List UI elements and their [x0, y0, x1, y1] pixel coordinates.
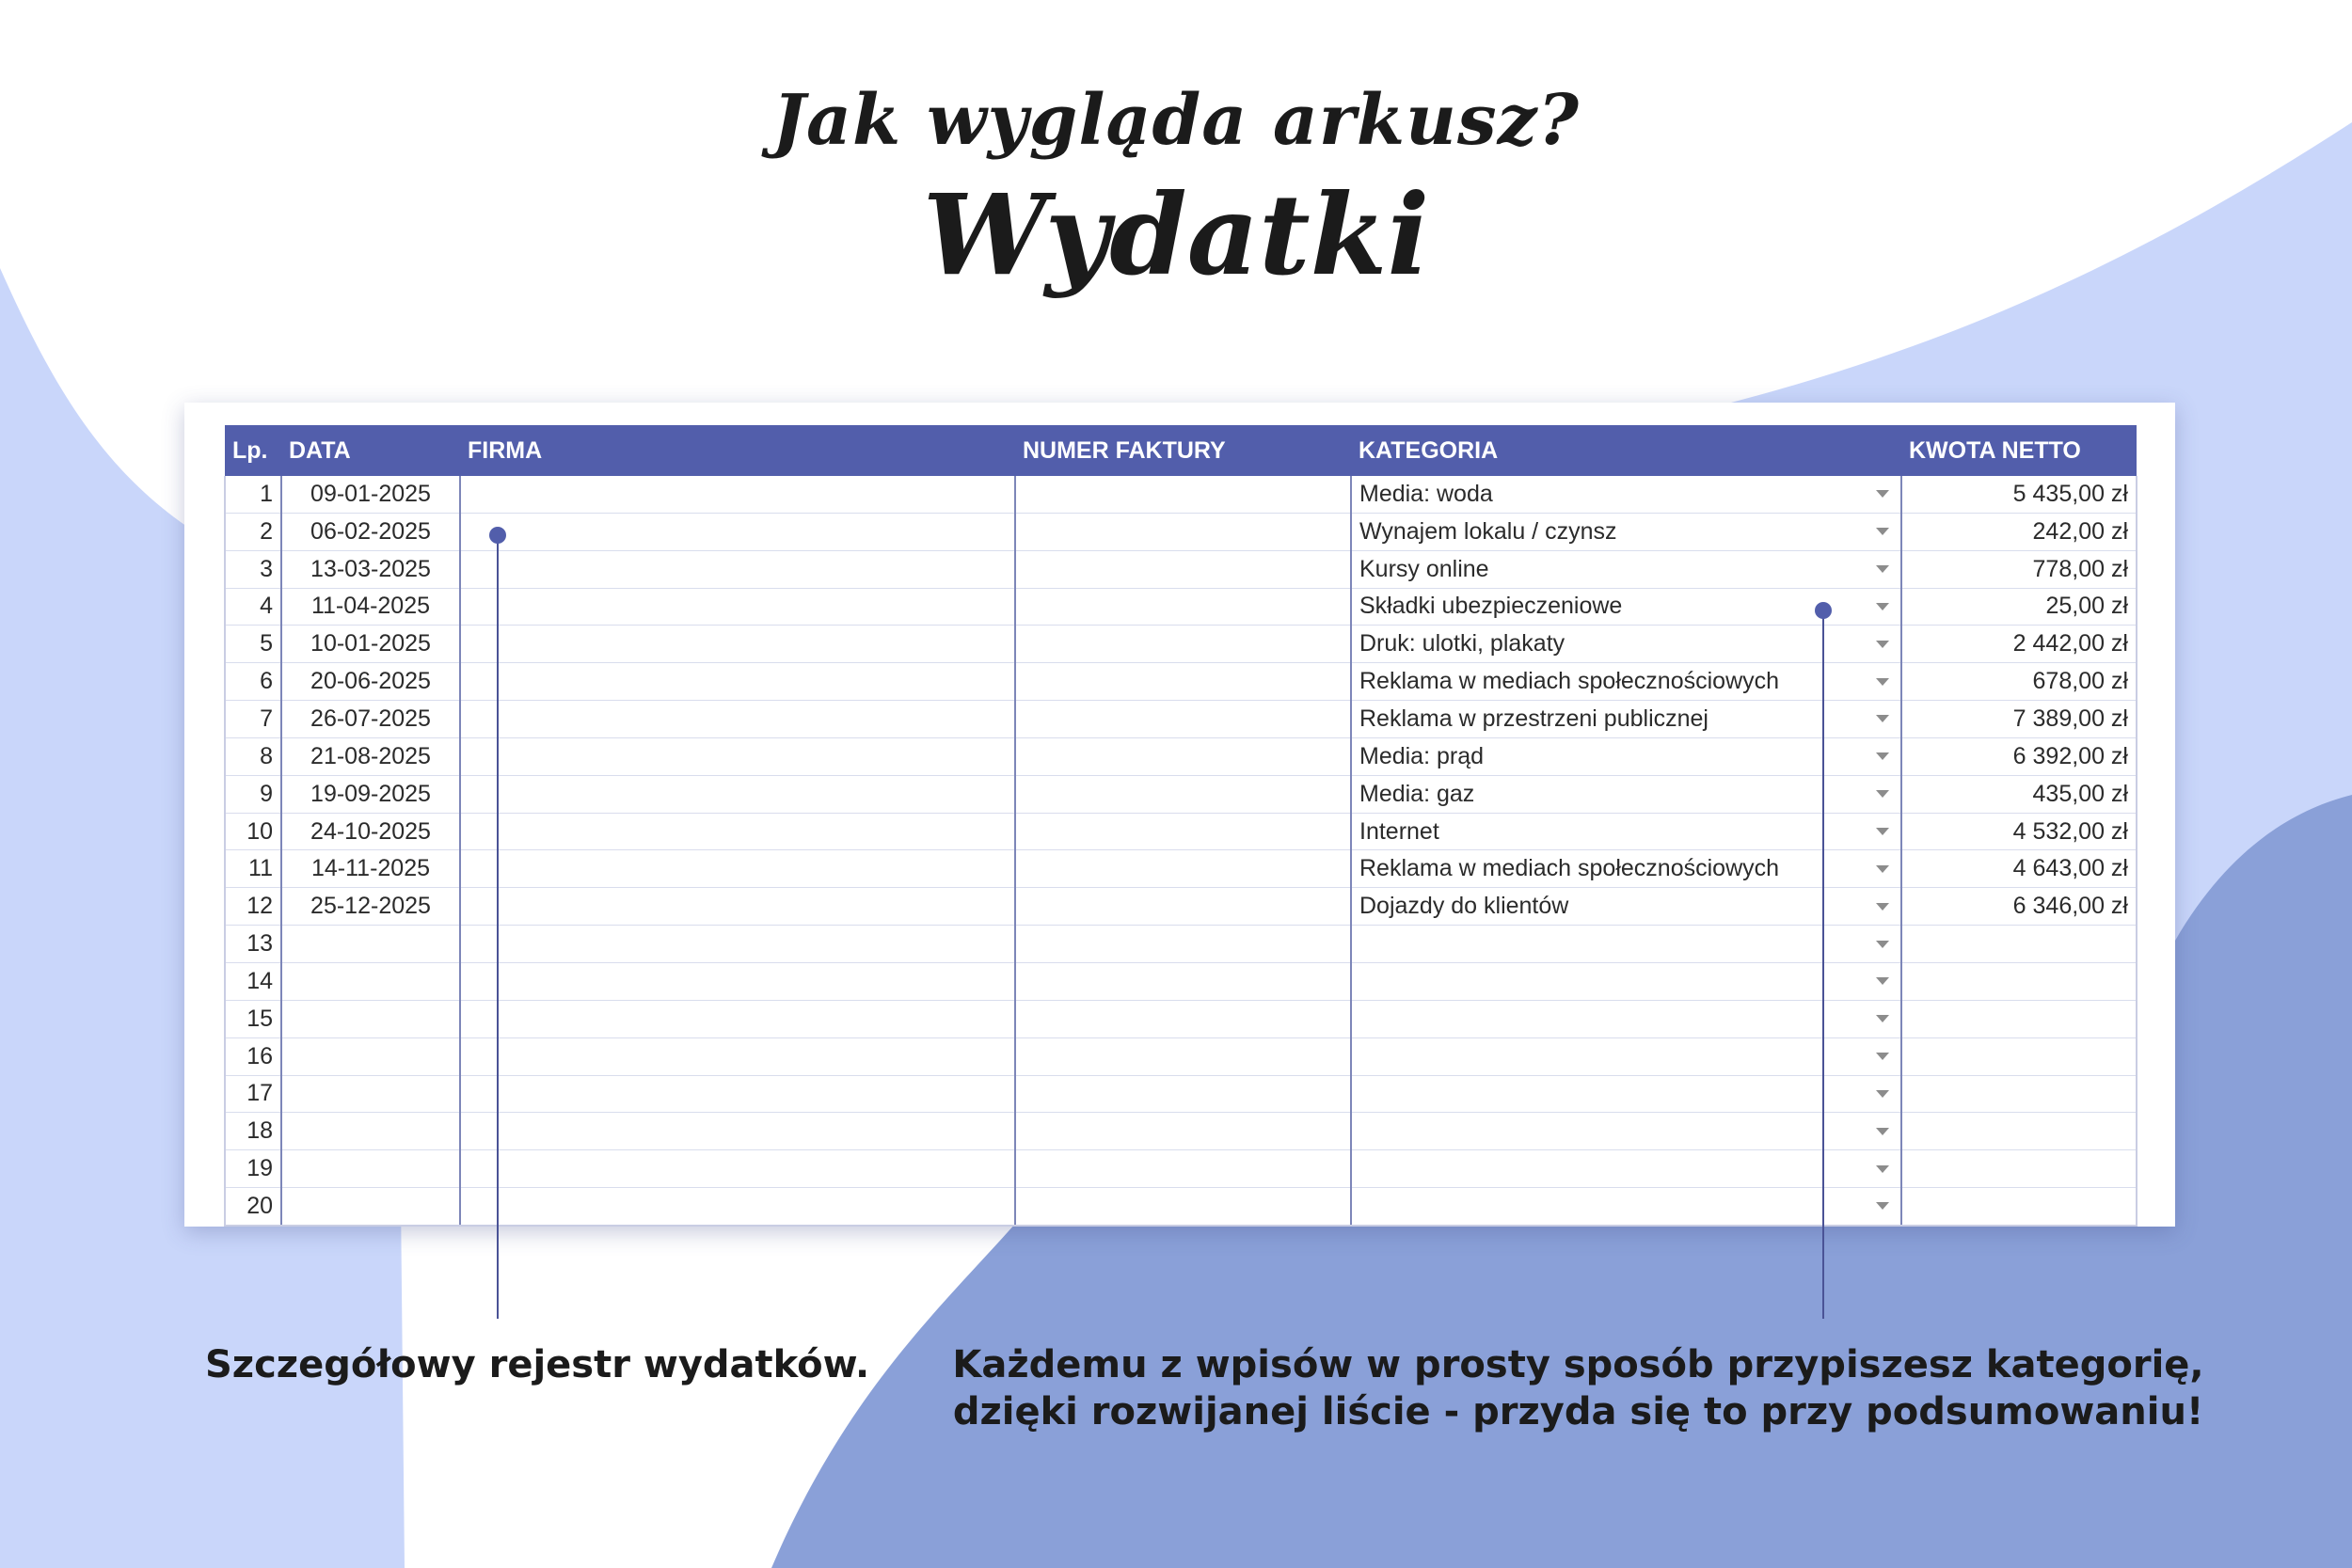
cell-numer-faktury[interactable]: [1015, 550, 1351, 588]
cell-kwota-netto[interactable]: [1901, 926, 2137, 963]
heading: [0, 73, 2352, 301]
cell-numer-faktury[interactable]: [1015, 513, 1351, 550]
dropdown-arrow-icon[interactable]: [1876, 603, 1889, 610]
cell-kwota-netto[interactable]: [1901, 1000, 2137, 1037]
cell-date[interactable]: 19-09-2025: [281, 775, 460, 813]
cell-kwota-netto[interactable]: [1901, 1150, 2137, 1188]
table-row: [225, 1150, 2137, 1188]
cell-numer-faktury[interactable]: [1015, 813, 1351, 850]
table-row: [225, 888, 2137, 926]
spreadsheet-card: [184, 403, 2175, 1227]
cell-lp: 14: [225, 962, 281, 1000]
dropdown-arrow-icon[interactable]: [1876, 1053, 1889, 1060]
cell-date[interactable]: 10-01-2025: [281, 626, 460, 663]
cell-date[interactable]: 21-08-2025: [281, 737, 460, 775]
cell-date[interactable]: 13-03-2025: [281, 550, 460, 588]
category-value: Składki ubezpieczeniowe: [1359, 593, 1623, 620]
cell-date[interactable]: 20-06-2025: [281, 663, 460, 701]
cell-firma[interactable]: [460, 550, 1015, 588]
cell-lp: 8: [225, 737, 281, 775]
dropdown-arrow-icon[interactable]: [1876, 1090, 1889, 1098]
cell-date[interactable]: [281, 962, 460, 1000]
cell-kategoria[interactable]: [1351, 1150, 1901, 1188]
cell-firma[interactable]: [460, 663, 1015, 701]
table-row: [225, 1113, 2137, 1150]
cell-lp: 20: [225, 1188, 281, 1226]
header-col-firma: FIRMA: [460, 425, 1015, 476]
table-header-row: [225, 425, 2137, 476]
cell-date[interactable]: [281, 1000, 460, 1037]
caption-left: Szczegółowy rejestr wydatków.: [205, 1343, 870, 1386]
dropdown-arrow-icon[interactable]: [1876, 903, 1889, 911]
cell-date[interactable]: [281, 1037, 460, 1075]
heading-subtitle: Jak wygląda arkusz?: [771, 80, 1580, 161]
cell-firma[interactable]: [460, 850, 1015, 888]
cell-kategoria[interactable]: [1351, 775, 1901, 813]
cell-numer-faktury[interactable]: [1015, 1075, 1351, 1113]
table-row: [225, 1000, 2137, 1037]
table-row: [225, 926, 2137, 963]
cell-firma[interactable]: [460, 513, 1015, 550]
table-body: [225, 476, 2137, 1226]
cell-date[interactable]: [281, 926, 460, 963]
header-col-numer-faktury: NUMER FAKTURY: [1015, 425, 1351, 476]
cell-firma[interactable]: [460, 1150, 1015, 1188]
dropdown-arrow-icon[interactable]: [1876, 828, 1889, 835]
table-row: [225, 663, 2137, 701]
cell-kategoria[interactable]: [1351, 1188, 1901, 1226]
dropdown-arrow-icon[interactable]: [1876, 790, 1889, 798]
dropdown-arrow-icon[interactable]: [1876, 977, 1889, 985]
cell-numer-faktury[interactable]: [1015, 1188, 1351, 1226]
cell-kwota-netto[interactable]: 242,00 zł: [1901, 513, 2137, 550]
category-value: Reklama w przestrzeni publicznej: [1359, 705, 1708, 732]
cell-kategoria[interactable]: [1351, 850, 1901, 888]
cell-numer-faktury[interactable]: [1015, 1150, 1351, 1188]
table-row: [225, 513, 2137, 550]
category-value: Internet: [1359, 817, 1439, 845]
cell-date[interactable]: 11-04-2025: [281, 588, 460, 626]
cell-numer-faktury[interactable]: [1015, 476, 1351, 513]
category-value: Reklama w mediach społecznościowych: [1359, 668, 1780, 695]
expenses-table: [224, 425, 2137, 1227]
cell-firma[interactable]: [460, 962, 1015, 1000]
table-row: [225, 626, 2137, 663]
header-col-data: DATA: [281, 425, 460, 476]
cell-firma[interactable]: [460, 588, 1015, 626]
cell-numer-faktury[interactable]: [1015, 775, 1351, 813]
table-row: [225, 476, 2137, 513]
dropdown-arrow-icon[interactable]: [1876, 1128, 1889, 1135]
cell-lp: 17: [225, 1075, 281, 1113]
cell-numer-faktury[interactable]: [1015, 626, 1351, 663]
cell-kategoria[interactable]: [1351, 476, 1901, 513]
callout-line-left: [497, 536, 499, 1319]
cell-firma[interactable]: [460, 813, 1015, 850]
dropdown-arrow-icon[interactable]: [1876, 1015, 1889, 1022]
cell-lp: 12: [225, 888, 281, 926]
cell-numer-faktury[interactable]: [1015, 926, 1351, 963]
cell-numer-faktury[interactable]: [1015, 1037, 1351, 1075]
dropdown-arrow-icon[interactable]: [1876, 565, 1889, 573]
cell-kwota-netto[interactable]: 6 392,00 zł: [1901, 737, 2137, 775]
cell-kategoria[interactable]: [1351, 1113, 1901, 1150]
cell-lp: 9: [225, 775, 281, 813]
cell-firma[interactable]: [460, 888, 1015, 926]
dropdown-arrow-icon[interactable]: [1876, 865, 1889, 873]
cell-kategoria[interactable]: [1351, 1037, 1901, 1075]
cell-date[interactable]: [281, 1188, 460, 1226]
cell-date[interactable]: [281, 1150, 460, 1188]
cell-kategoria[interactable]: [1351, 663, 1901, 701]
category-value: Druk: ulotki, plakaty: [1359, 630, 1565, 657]
cell-firma[interactable]: [460, 775, 1015, 813]
cell-numer-faktury[interactable]: [1015, 888, 1351, 926]
cell-lp: 13: [225, 926, 281, 963]
cell-kwota-netto[interactable]: [1901, 1113, 2137, 1150]
cell-lp: 3: [225, 550, 281, 588]
dropdown-arrow-icon[interactable]: [1876, 1165, 1889, 1173]
cell-kwota-netto[interactable]: 778,00 zł: [1901, 550, 2137, 588]
callout-line-right: [1822, 611, 1824, 1319]
cell-kategoria[interactable]: [1351, 513, 1901, 550]
cell-kwota-netto[interactable]: 5 435,00 zł: [1901, 476, 2137, 513]
category-value: Media: woda: [1359, 480, 1493, 507]
cell-kategoria[interactable]: [1351, 813, 1901, 850]
table-row: [225, 775, 2137, 813]
cell-lp: 11: [225, 850, 281, 888]
cell-firma[interactable]: [460, 737, 1015, 775]
cell-kategoria[interactable]: [1351, 1075, 1901, 1113]
dropdown-arrow-icon[interactable]: [1876, 1202, 1889, 1210]
table-row: [225, 588, 2137, 626]
table-row: [225, 737, 2137, 775]
cell-date[interactable]: 14-11-2025: [281, 850, 460, 888]
cell-date[interactable]: 26-07-2025: [281, 701, 460, 738]
cell-date[interactable]: [281, 1075, 460, 1113]
cell-firma[interactable]: [460, 926, 1015, 963]
header-col-lp: Lp.: [225, 425, 281, 476]
cell-kwota-netto[interactable]: 25,00 zł: [1901, 588, 2137, 626]
cell-kwota-netto[interactable]: 4 643,00 zł: [1901, 850, 2137, 888]
cell-numer-faktury[interactable]: [1015, 962, 1351, 1000]
cell-firma[interactable]: [460, 1188, 1015, 1226]
cell-lp: 4: [225, 588, 281, 626]
cell-lp: 16: [225, 1037, 281, 1075]
header-col-kategoria: KATEGORIA: [1351, 425, 1901, 476]
cell-lp: 2: [225, 513, 281, 550]
cell-firma[interactable]: [460, 1075, 1015, 1113]
table-row: [225, 701, 2137, 738]
header-col-kwota-netto: KWOTA NETTO: [1901, 425, 2137, 476]
callout-dot-left: [489, 527, 506, 544]
cell-lp: 6: [225, 663, 281, 701]
cell-kwota-netto[interactable]: [1901, 1188, 2137, 1226]
caption-right-line-1: Każdemu z wpisów w prosty sposób przypiszesz kategorię,: [952, 1343, 2204, 1386]
callout-dot-right: [1815, 602, 1832, 619]
cell-firma[interactable]: [460, 626, 1015, 663]
cell-numer-faktury[interactable]: [1015, 1000, 1351, 1037]
cell-firma[interactable]: [460, 1000, 1015, 1037]
table-row: [225, 1075, 2137, 1113]
cell-kwota-netto[interactable]: 7 389,00 zł: [1901, 701, 2137, 738]
cell-lp: 5: [225, 626, 281, 663]
cell-kategoria[interactable]: [1351, 962, 1901, 1000]
dropdown-arrow-icon[interactable]: [1876, 528, 1889, 535]
table-row: [225, 962, 2137, 1000]
cell-numer-faktury[interactable]: [1015, 588, 1351, 626]
table-row: [225, 1037, 2137, 1075]
category-value: Dojazdy do klientów: [1359, 893, 1569, 920]
cell-date[interactable]: 25-12-2025: [281, 888, 460, 926]
cell-numer-faktury[interactable]: [1015, 663, 1351, 701]
cell-kwota-netto[interactable]: 435,00 zł: [1901, 775, 2137, 813]
caption-right-line-2: dzięki rozwijanej liście - przyda się to przy podsumowaniu!: [952, 1390, 2204, 1433]
cell-kategoria[interactable]: [1351, 888, 1901, 926]
cell-kwota-netto[interactable]: 678,00 zł: [1901, 663, 2137, 701]
category-value: Media: prąd: [1359, 742, 1485, 769]
table-row: [225, 850, 2137, 888]
dropdown-arrow-icon[interactable]: [1876, 715, 1889, 722]
cell-kwota-netto[interactable]: [1901, 1037, 2137, 1075]
dropdown-arrow-icon[interactable]: [1876, 490, 1889, 498]
table-row: [225, 550, 2137, 588]
cell-lp: 10: [225, 813, 281, 850]
cell-kwota-netto[interactable]: 2 442,00 zł: [1901, 626, 2137, 663]
dropdown-arrow-icon[interactable]: [1876, 678, 1889, 686]
cell-kwota-netto[interactable]: 6 346,00 zł: [1901, 888, 2137, 926]
cell-kwota-netto[interactable]: [1901, 1075, 2137, 1113]
cell-date[interactable]: 24-10-2025: [281, 813, 460, 850]
cell-numer-faktury[interactable]: [1015, 737, 1351, 775]
cell-date[interactable]: 06-02-2025: [281, 513, 460, 550]
cell-lp: 1: [225, 476, 281, 513]
cell-firma[interactable]: [460, 1113, 1015, 1150]
cell-kwota-netto[interactable]: 4 532,00 zł: [1901, 813, 2137, 850]
cell-numer-faktury[interactable]: [1015, 850, 1351, 888]
category-value: Media: gaz: [1359, 780, 1475, 807]
cell-kategoria[interactable]: [1351, 737, 1901, 775]
cell-date[interactable]: [281, 1113, 460, 1150]
cell-numer-faktury[interactable]: [1015, 1113, 1351, 1150]
category-value: Reklama w mediach społecznościowych: [1359, 855, 1780, 882]
cell-lp: 15: [225, 1000, 281, 1037]
cell-numer-faktury[interactable]: [1015, 701, 1351, 738]
table-row: [225, 813, 2137, 850]
table-row: [225, 1188, 2137, 1226]
heading-title: Wydatki: [922, 169, 1430, 300]
dropdown-arrow-icon[interactable]: [1876, 752, 1889, 760]
caption-right: [946, 1341, 2211, 1435]
dropdown-arrow-icon[interactable]: [1876, 641, 1889, 648]
cell-lp: 19: [225, 1150, 281, 1188]
cell-firma[interactable]: [460, 476, 1015, 513]
category-value: Kursy online: [1359, 555, 1489, 582]
cell-lp: 18: [225, 1113, 281, 1150]
cell-kategoria[interactable]: [1351, 1000, 1901, 1037]
cell-kategoria[interactable]: [1351, 550, 1901, 588]
cell-date[interactable]: 09-01-2025: [281, 476, 460, 513]
category-value: Wynajem lokalu / czynsz: [1359, 517, 1617, 545]
dropdown-arrow-icon[interactable]: [1876, 941, 1889, 948]
cell-kwota-netto[interactable]: [1901, 962, 2137, 1000]
cell-kategoria[interactable]: [1351, 926, 1901, 963]
cell-firma[interactable]: [460, 1037, 1015, 1075]
cell-kategoria[interactable]: [1351, 701, 1901, 738]
cell-firma[interactable]: [460, 701, 1015, 738]
cell-kategoria[interactable]: [1351, 626, 1901, 663]
cell-lp: 7: [225, 701, 281, 738]
